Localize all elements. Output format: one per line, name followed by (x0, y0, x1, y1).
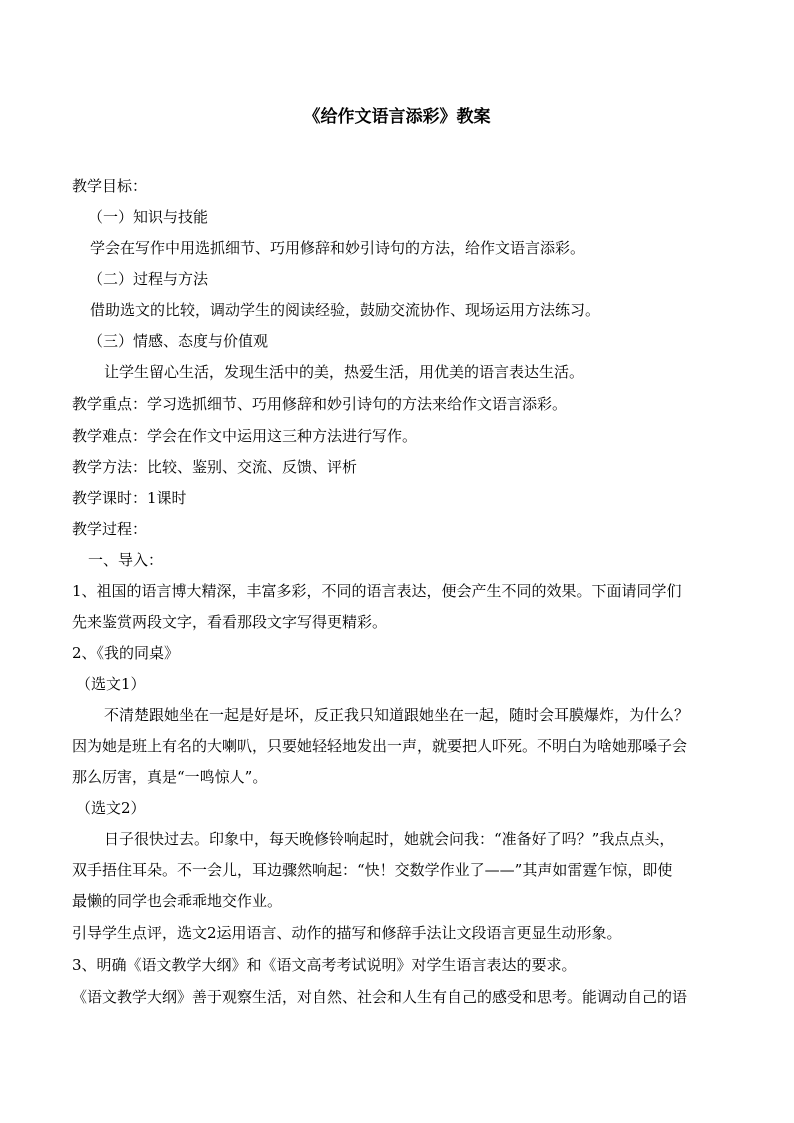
paragraph-line: 先来鉴赏两段文字，看看那段文字写得更精彩。 (72, 613, 388, 631)
paragraph-line: （三）情感、态度与价值观 (88, 332, 269, 350)
paragraph-line: 不清楚跟她坐在一起是好是坏，反正我只知道跟她坐在一起，随时会耳膜爆炸，为什么？ (104, 706, 690, 724)
paragraph-line: 教学目标： (72, 177, 148, 195)
paragraph-line: 双手捂住耳朵。不一会儿，耳边骤然响起：“快！交数学作业了——”其声如雷霆乍惊，即使 (72, 861, 673, 879)
paragraph-line: 《语文教学大纲》善于观察生活，对自然、社会和人生有自己的感受和思考。能调动自己的语 (72, 988, 688, 1006)
paragraph-line: 1、祖国的语言博大精深，丰富多彩，不同的语言表达，便会产生不同的效果。下面请同学们 (72, 582, 682, 600)
paragraph-line: 让学生留心生活，发现生活中的美，热爱生活，用优美的语言表达生活。 (104, 363, 585, 381)
paragraph-line: 教学过程： (72, 520, 148, 538)
paragraph-line: （选文1） (76, 675, 146, 693)
paragraph-line: 教学课时：1课时 (72, 489, 187, 507)
paragraph-line: 因为她是班上有名的大喇叭，只要她轻轻地发出一声，就要把人吓死。不明白为啥她那嗓子会 (72, 737, 688, 755)
paragraph-line: 一、导入： (88, 551, 164, 569)
paragraph-line: 2、《我的同桌》 (72, 644, 180, 662)
paragraph-line: 教学重点：学习选抓细节、巧用修辞和妙引诗句的方法来给作文语言添彩。 (72, 395, 568, 413)
paragraph-line: 日子很快过去。印象中，每天晚修铃响起时，她就会问我：“准备好了吗？”我点点头， (104, 830, 675, 848)
paragraph-line: 最懒的同学也会乖乖地交作业。 (72, 892, 283, 910)
document-title: 《给作文语言添彩》教案 (303, 107, 491, 127)
paragraph-line: 那么厉害，真是“一鸣惊人”。 (72, 768, 268, 786)
paragraph-line: （一）知识与技能 (88, 208, 209, 226)
paragraph-line: 学会在写作中用选抓细节、巧用修辞和妙引诗句的方法，给作文语言添彩。 (90, 239, 586, 257)
paragraph-line: （选文2） (76, 799, 146, 817)
paragraph-line: 借助选文的比较，调动学生的阅读经验，鼓励交流协作、现场运用方法练习。 (90, 301, 601, 319)
paragraph-line: 教学方法：比较、鉴别、交流、反馈、评析 (72, 458, 358, 476)
paragraph-line: （二）过程与方法 (88, 270, 209, 288)
paragraph-line: 引导学生点评，选文2运用语言、动作的描写和修辞手法让文段语言更显生动形象。 (72, 924, 622, 942)
paragraph-line: 教学难点：学会在作文中运用这三种方法进行写作。 (72, 427, 418, 445)
paragraph-line: 3、明确《语文教学大纲》和《语文高考考试说明》对学生语言表达的要求。 (72, 956, 577, 974)
